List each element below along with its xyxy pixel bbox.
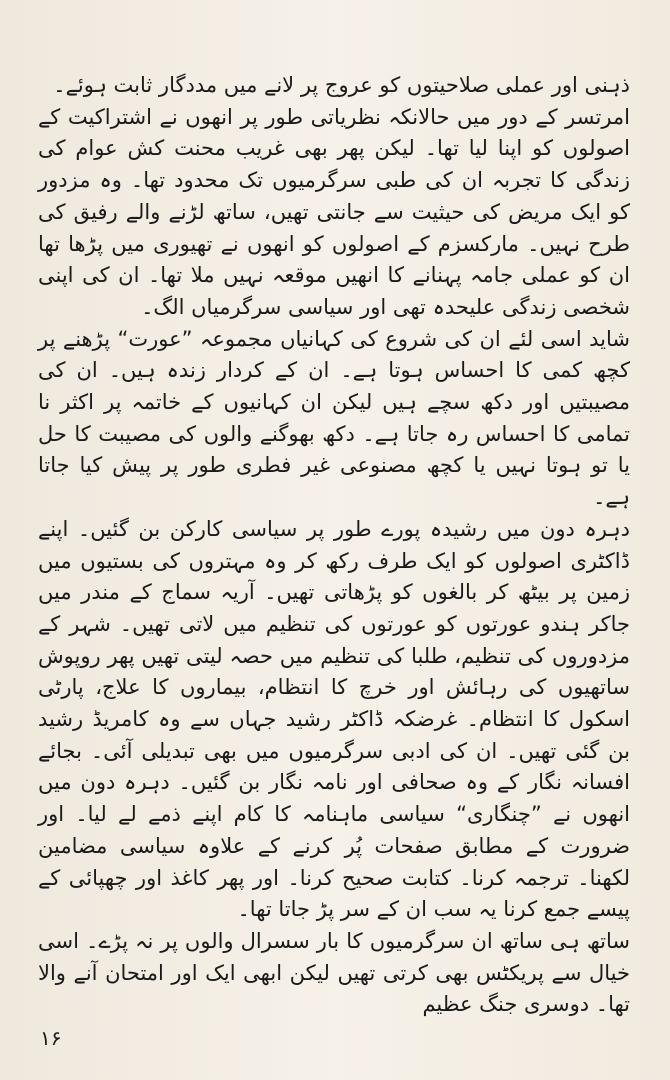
- paragraph: شاید اسی لئے ان کی شروع کی کہانیاں مجموعہ ”عورت“ پڑھنے پر کچھ کمی کا احساس ہوتا ہے۔ ان کے کردار زندہ ہیں۔ ان کی مصیبتیں اور دکھ سچے ہیں لیکن ان کہانیوں کے خاتمہ پر اکثر نا تمامی کا احساس رہ جاتا ہے۔ دکھ بھوگنے والوں کی مصیبت کا حل یا تو ہوتا نہیں یا کچھ مصنوعی غیر فطری طور پر پیش کیا جاتا ہے۔: [38, 326, 630, 510]
- paragraph: امرتسر کے دور میں حالانکہ نظریاتی طور پر انھوں نے اشتراکیت کے اصولوں کو اپنا لیا تھا۔ لیکن پھر بھی غریب محنت کش عوام کی زندگی کا تجربہ ان کی طبی سرگرمیوں تک محدود تھا۔ وہ مزدور کو ایک مریض کی حیثیت سے جانتی تھیں، ساتھ لڑنے والے رفیق کی طرح نہیں۔ مارکسزم کے اصولوں کو انھوں نے تھیوری میں پڑھا تھا ان کو عملی جامہ پہنانے کا انھیں موقعہ نہیں ملا تھا۔ ان کی اپنی شخصی زندگی علیحدہ تھی اور سیاسی سرگرمیاں الگ۔: [38, 104, 630, 319]
- paragraph: ذہنی اور عملی صلاحیتوں کو عروج پر لانے میں مددگار ثابت ہوئے۔: [53, 73, 630, 97]
- page-number: ۱۶: [40, 1026, 62, 1050]
- paragraph: دہرہ دون میں رشیدہ پورے طور پر سیاسی کارکن بن گئیں۔ اپنے ڈاکٹری اصولوں کو ایک طرف رکھ کر وہ مہتروں کی بستیوں میں زمین پر بیٹھ کر بالغوں کو پڑھاتی تھیں۔ آریہ سماج کے مندر میں جاکر ہندو عورتوں کو عورتوں کی تنظیم میں لاتی تھیں۔ شہر کے مزدوروں کی تنظیم، طلبا کی تنظیم میں حصہ لیتی تھیں پھر روپوش ساتھیوں کی رہائش اور خرچ کا انتظام، بیماروں کا علاج، پارٹی اسکول کا انتظام۔ غرضکہ ڈاکٹر رشید جہاں سے وہ کامریڈ رشید بن گئی تھیں۔ ان کی ادبی سرگرمیوں میں بھی تبدیلی آئی۔ بجائے افسانہ نگار کے وہ صحافی اور نامہ نگار بن گئیں۔ دہرہ دون میں انھوں نے ”چنگاری“ سیاسی ماہنامہ کا کام اپنے ذمے لے لیا۔ اور ضرورت کے مطابق صفحات پُر کرنے کے علاوہ سیاسی مضامین لکھنا۔ ترجمہ کرنا۔ کتابت صحیح کرنا۔ اور پھر کاغذ اور چھپائی کے پیسے جمع کرنا یہ سب ان کے سر پڑ جاتا تھا۔: [38, 516, 630, 922]
- page-body-text: [38, 70, 630, 1021]
- paragraph: ساتھ ہی ساتھ ان سرگرمیوں کا بار سسرال والوں پر نہ پڑے۔ اسی خیال سے پریکٹس بھی کرتی تھیں لیکن ابھی ایک اور امتحان آنے والا تھا۔ دوسری جنگ عظیم: [38, 928, 630, 1017]
